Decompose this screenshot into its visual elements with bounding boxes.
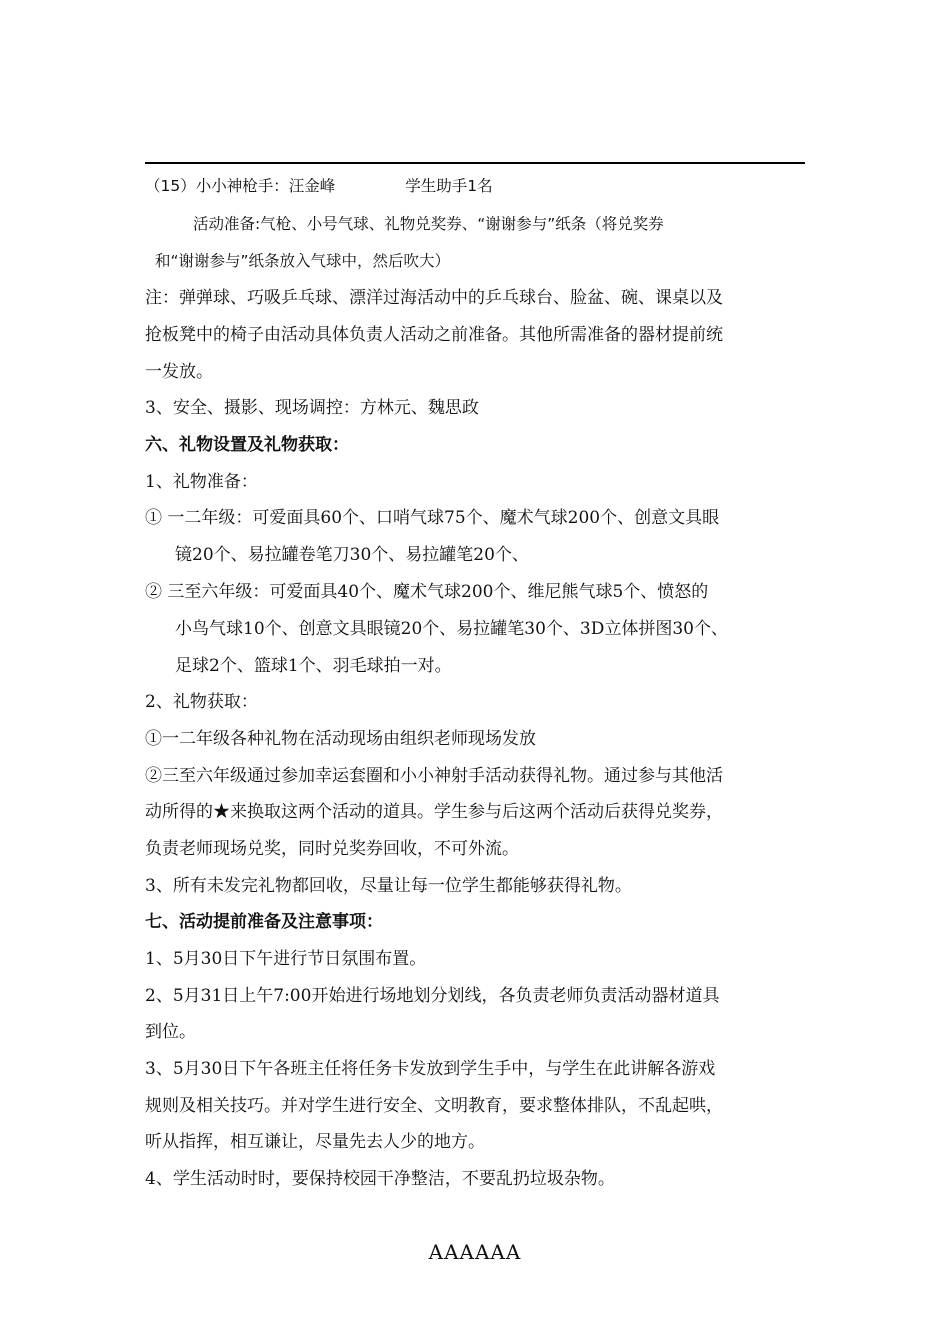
item-15-prep: 活动准备:气枪、小号气球、礼物兑奖券、“谢谢参与”纸条（将兑奖券 (193, 215, 664, 233)
gift-prep-heading: 1、礼物准备： (145, 472, 258, 492)
prep-item-4: 4、学生活动时时，要保持校园干净整洁，不要乱扔垃圾杂物。 (145, 1169, 615, 1189)
gift-get-2: ②三至六年级通过参加幸运套圈和小小神射手活动获得礼物。通过参与其他活 (145, 766, 723, 786)
prep-item-3: 3、5月30日下午各班主任将任务卡发放到学生手中，与学生在此讲解各游戏 (145, 1059, 716, 1079)
gift-get-3: 3、所有未发完礼物都回收，尽量让每一位学生都能够获得礼物。 (145, 876, 632, 896)
gift-prep-grade36-cont-2: 足球2个、篮球1个、羽毛球拍一对。 (175, 656, 452, 676)
prep-item-2: 2、5月31日上午7:00开始进行场地划分划线，各负责老师负责活动器材道具 (145, 986, 720, 1006)
safety-line: 3、安全、摄影、现场调控：方林元、魏思政 (145, 398, 479, 418)
prep-item-3-cont-1: 规则及相关技巧。并对学生进行安全、文明教育，要求整体排队，不乱起哄， (145, 1096, 723, 1116)
gift-get-1: ①一二年级各种礼物在活动现场由组织老师现场发放 (145, 729, 536, 749)
note-line-3: 一发放。 (145, 362, 213, 382)
page-footer: AAAAAA (428, 1240, 522, 1264)
prep-item-3-cont-2: 听从指挥，相互谦让，尽量先去人少的地方。 (145, 1132, 485, 1152)
section-seven-heading: 七、活动提前准备及注意事项： (145, 912, 383, 932)
item-15-prep-cont: 和“谢谢参与”纸条放入气球中，然后吹大） (155, 252, 451, 270)
gift-get-2-cont-1: 动所得的★来换取这两个活动的道具。学生参与后这两个活动后获得兑奖券， (145, 802, 723, 822)
note-line-1: 注：弹弹球、巧吸乒乓球、漂洋过海活动中的乒乓球台、脸盆、碗、课桌以及 (145, 288, 723, 308)
item-15-line (145, 174, 805, 198)
item-15-title: （15）小小神枪手：汪金峰 (145, 177, 336, 195)
gift-prep-grade36-cont-1: 小鸟气球10个、创意文具眼镜20个、易拉罐笔30个、3D立体拼图30个、 (175, 619, 728, 639)
note-line-2: 抢板凳中的椅子由活动具体负责人活动之前准备。其他所需准备的器材提前统 (145, 325, 723, 345)
item-15-helper: 学生助手1名 (405, 177, 493, 195)
gift-prep-grade36: ② 三至六年级：可爱面具40个、魔术气球200个、维尼熊气球5个、愤怒的 (145, 582, 709, 602)
section-six-heading: 六、礼物设置及礼物获取： (145, 435, 349, 455)
gift-prep-grade12-cont: 镜20个、易拉罐卷笔刀30个、易拉罐笔20个、 (175, 545, 529, 565)
prep-item-2-cont: 到位。 (145, 1022, 196, 1042)
header-rule (145, 162, 805, 164)
gift-prep-grade12: ① 一二年级：可爱面具60个、口哨气球75个、魔术气球200个、创意文具眼 (145, 508, 720, 528)
gift-get-heading: 2、礼物获取： (145, 692, 258, 712)
gift-get-2-cont-2: 负责老师现场兑奖，同时兑奖券回收，不可外流。 (145, 839, 519, 859)
prep-item-1: 1、5月30日下午进行节日氛围布置。 (145, 949, 427, 969)
